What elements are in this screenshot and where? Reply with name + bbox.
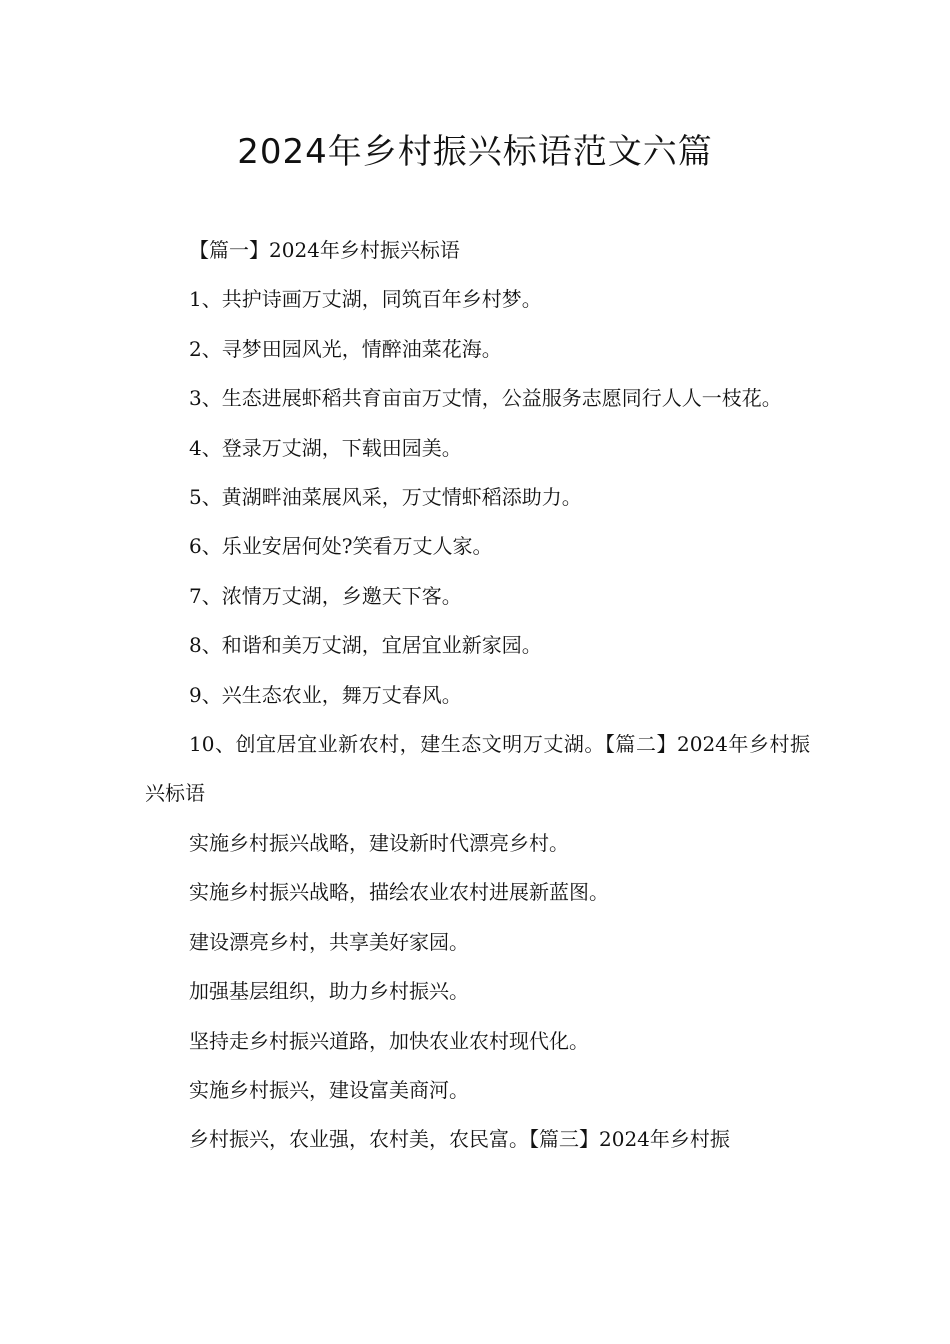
paragraph-slogan-4: 4、登录万丈湖，下载田园美。 [189, 435, 462, 460]
paragraph-slogan-7: 7、浓情万丈湖，乡邀天下客。 [189, 583, 462, 608]
paragraph-section-two-line-6: 实施乡村振兴，建设富美商河。 [189, 1077, 469, 1102]
paragraph-section-two-line-7: 乡村振兴，农业强，农村美，农民富。【篇三】2024年乡村振 [189, 1127, 730, 1152]
document-body [145, 226, 810, 1165]
paragraph-slogan-10: 10、创宜居宜业新农村，建生态文明万丈湖。【篇二】2024年乡村振兴标语 [145, 732, 810, 806]
paragraph-slogan-8: 8、和谐和美万丈湖，宜居宜业新家园。 [189, 633, 542, 658]
paragraph-section-two-line-4: 加强基层组织，助力乡村振兴。 [189, 979, 469, 1004]
paragraph-section-two-line-1: 实施乡村振兴战略，建设新时代漂亮乡村。 [189, 830, 569, 855]
paragraph-section-two-line-3: 建设漂亮乡村，共享美好家园。 [189, 929, 469, 954]
paragraph-section-two-line-5: 坚持走乡村振兴道路，加快农业农村现代化。 [189, 1028, 589, 1053]
paragraph-slogan-3: 3、生态进展虾稻共育亩亩万丈情，公益服务志愿同行人人一枝花。 [189, 386, 782, 411]
paragraph-section-one-heading: 【篇一】2024年乡村振兴标语 [189, 238, 460, 262]
paragraph-slogan-5: 5、黄湖畔油菜展风采，万丈情虾稻添助力。 [189, 485, 582, 510]
paragraph-section-two-line-2: 实施乡村振兴战略，描绘农业农村进展新蓝图。 [189, 880, 609, 905]
paragraph-slogan-6: 6、乐业安居何处?笑看万丈人家。 [189, 534, 493, 559]
document-title: 2024年乡村振兴标语范文六篇 [237, 132, 713, 172]
paragraph-slogan-9: 9、兴生态农业，舞万丈春风。 [189, 682, 462, 707]
paragraph-slogan-2: 2、寻梦田园风光，情醉油菜花海。 [189, 336, 502, 361]
paragraph-slogan-1: 1、共护诗画万丈湖，同筑百年乡村梦。 [189, 287, 542, 312]
